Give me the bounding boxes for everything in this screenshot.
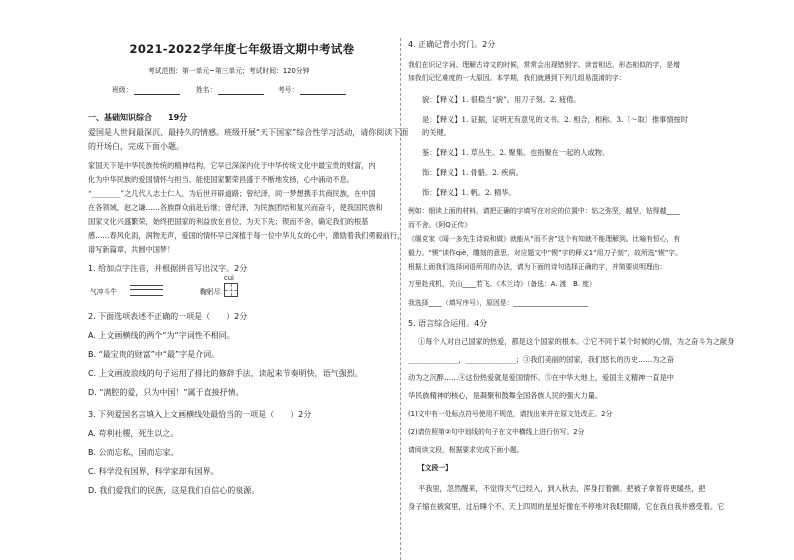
q3-option-d[interactable]: D. 我们爱我们的民族，这是我们自信心的泉源。 (88, 486, 260, 495)
q5-passage-line: 华民族精神的核心，是凝聚和鼓舞全国各族人民的强大力量。 (408, 391, 603, 400)
question-5: 5. 语言综合运用。4分 (408, 319, 488, 328)
section1-heading: 一、基础知识综合 19分 (88, 113, 188, 122)
passage-line: 感……春风化雨，润物无声，爱国的情怀早已深植于每一位中华儿女的心中，激励着我们勇毅前行， (88, 231, 405, 240)
example-line: 《缅克家《闻一多先生诗说和做》就能从“而不舍”这个有知就不能理解到。比喻有恒心，有 (408, 235, 681, 243)
q5-sub-1: (1)文中有一处标点符号使用不规范，请找出来并在原文处改正。2分 (408, 410, 613, 418)
class-field[interactable] (112, 85, 182, 95)
excerpt-title: 【文段一】 (418, 464, 452, 472)
class-label: 班级： (112, 86, 133, 94)
example-line: 而不舍。《阿Q正传》 (408, 221, 472, 229)
q5-passage-line: ①每个人对自己国家的热爱，都是这个国家的根本。②它不同于某个时候的心情，为之奋斗为之献身 (418, 337, 735, 346)
q5-passage-line: 动为之沉醉……④这份热爱就是爱国情怀。⑤在中华大地上，爱国主义精神一直是中 (408, 373, 674, 382)
column-divider (400, 38, 401, 560)
intro-line: 的开场白，完成下面小题。 (88, 142, 184, 151)
definition-line: 貌：【释义】1. 很稳当“貌”。用刀子刻。2. 疲倦。 (422, 95, 581, 104)
example-line: 例如：细读上面的材料，请把正确的字填写在对应的位置中：钻之弥坚，越坚，钻得越____ (408, 207, 680, 215)
exam-title: 2021-2022学年度七年级语文期中考试卷 (129, 42, 355, 56)
q2-option-a[interactable]: A. 上文画横线的两个“为”字词性不相同。 (88, 331, 235, 340)
q2-option-d[interactable]: D. “满腔的爱，只为中国！”属于直接抒情。 (88, 388, 244, 397)
poem-fill-line[interactable]: 万里赴戎机，关山____若飞。《木兰诗》（备选：A. 渡 B. 度） (408, 280, 596, 288)
q5-passage-line[interactable]: ______________，______________；③我们美丽的国家，我们悠长的历史……为之奋 (408, 355, 674, 364)
choice-answer-line[interactable]: 我选择____（填写序号），原因是：______________________ (408, 299, 589, 307)
definition-line: 的关键。 (422, 128, 451, 137)
passage-line: 家国天下是中华民族传统的精神结构，它早已深深内化于中华传统文化中最宝贵的财富，内 (88, 161, 376, 170)
definition-line: 鉴：【释义】1. 草丛生。2. 聚集。也指聚在一起的人或物。 (422, 148, 610, 157)
reading-instruction: 请阅读文段，根据要求完成下面小题。 (408, 446, 524, 454)
q4-intro: 我们在识记字词、理解古诗文的时候，常常会出现错别字。读音相近、形态相似的字，是增 (408, 61, 680, 69)
definition-line: 是：【释义】1. 证据，证明无有意见的文书。2. 相合，相称。3.〔～取〕推事情按时 (422, 115, 688, 124)
q3-option-b[interactable]: B. 公而忘私，国而忘家。 (88, 448, 179, 457)
name-label: 姓名： (196, 86, 217, 94)
character-grid-box[interactable] (224, 283, 238, 297)
passage-line: 化为中华民族的爱国情怀与担当、能使国家繁荣昌盛于不断地发扬，心中涌动不息。 (88, 175, 354, 184)
q3-option-c[interactable]: C. 科学没有国界，科学家却有国界。 (88, 467, 219, 476)
id-label: 考号： (278, 86, 299, 94)
definition-line: 饰：【释义】1. 骨骼。2. 疾病。 (422, 168, 523, 177)
question-3: 3. 下列爱国名言填入上文画横线处最恰当的一项是（ ）2分 (88, 410, 312, 419)
q3-option-a[interactable]: A. 苟利社稷，死生以之。 (88, 429, 179, 438)
q1-word2: 鞠躬尽 (200, 288, 221, 296)
question-2: 2. 下面选项表述不正确的一项是（ ）2分 (88, 312, 248, 321)
exam-scope: 考试范围：第一单元~第三单元；考试时间：120分钟 (148, 67, 310, 75)
example-line: 毅力。“锲”读作qiè，雕刻的意思，对应题文中“锲”字的释义1“用刀子刻”，故所选“锲”字。 (408, 249, 682, 257)
excerpt-line: 平我里，忽然醒来，不觉得天气已经入，到入秋去，浑身打着颤。把被子拿着将更暖些，把 (418, 484, 706, 493)
definition-line: 饰：【释义】1. 帆。2. 精华。 (422, 188, 516, 197)
passage-line: 在各领域，赵之谦……各族群众前赴后继；曾纪泽，为民族团结和复兴而奋斗，使我国民族和 (88, 203, 383, 212)
q1-pinyin: cui (224, 274, 234, 282)
q1-word1: 气冲斗牛 (90, 288, 118, 296)
intro-line: 爱国是人世间最深沉、最持久的情感。班级开展“天下国家”综合性学习活动，请你阅读下面 (88, 128, 409, 137)
passage-line: 国家文化兴盛繁荣，始终把国家的利益放在首位，为天下先；锲而不舍，确定我们的根基 (88, 217, 369, 226)
q4-intro: 加我们记忆难度的一大原因。本学期，我们就遇到下列几组易混淆的字： (408, 74, 626, 82)
q2-option-c[interactable]: C. 上文画波浪线的句子运用了排比的修辞手法，读起来节奏明快，语气强烈。 (88, 369, 363, 378)
passage-line: 谱写新篇章，共圆中国梦！ (88, 245, 175, 254)
passage-line: “________”之几代人志士仁人，为后世开辟道路；曾纪泽，同一梦想携手共商民族，在中国 (88, 189, 376, 198)
id-field[interactable] (278, 85, 348, 95)
excerpt-line: 身子缩在被窝里，过后睡个不。天上四周的星星好像在不停地对我眨眼睛，它在我自我并感受着。它 (408, 502, 725, 511)
q5-sub-2: (2)请仿照第②句中划线的句子在文中横线上进行仿写。2分 (408, 428, 585, 436)
question-4: 4. 正确记背小窍门。2分 (408, 40, 496, 49)
example-line: 根据上面我们选择词语所用的办法，请为下面的诗句选择正确的字，并简要说明理由： (408, 263, 667, 271)
q2-option-b[interactable]: B. “最宝贵的财富”中“最”字是介词。 (88, 350, 220, 359)
name-field[interactable] (196, 85, 266, 95)
question-1: 1. 给加点字注音，并根据拼音写出汉字。2分 (88, 264, 248, 273)
pinyin-writing-lines[interactable] (130, 285, 163, 296)
